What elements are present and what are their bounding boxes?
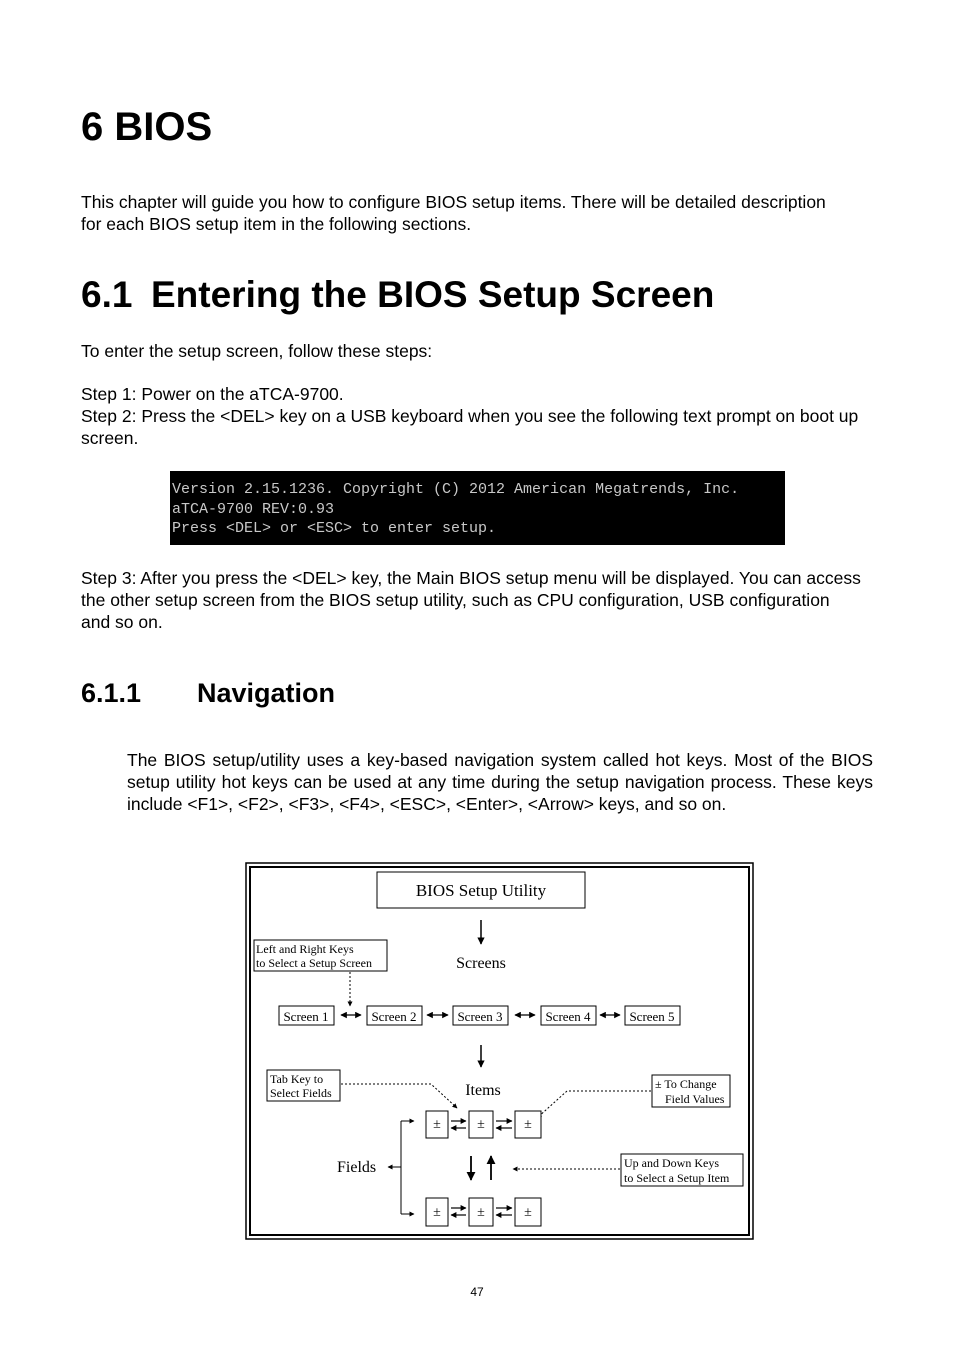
tab-key-line-1: Tab Key to [270,1072,324,1086]
up-down-keys-line-2: to Select a Setup Item [624,1171,730,1185]
field-symbol: ± [524,1117,532,1132]
diagram-title: BIOS Setup Utility [415,881,547,900]
left-right-keys-line-1: Left and Right Keys [256,942,354,956]
left-right-keys-line-2: to Select a Setup Screen [256,956,372,970]
boot-console-prompt [170,471,785,545]
fields-row-top [426,1111,541,1138]
intro-paragraph: This chapter will guide you how to configure BIOS setup items. There will be detailed description for each BIOS setup item in the following sections. [81,192,826,234]
screen-1-label: Screen 1 [283,1009,329,1024]
screens-label: Screens [456,955,506,972]
field-symbol: ± [524,1205,532,1220]
step-2: Step 2: Press the <DEL> key on a USB keyboard when you see the following text prompt on boot up screen. [81,406,859,448]
page-number: 47 [470,1285,484,1299]
navigation-paragraph: The BIOS setup/utility uses a key-based navigation system called hot keys. Most of the BIOS setup utility hot keys can be used at any time during the setup navigation process. These keys include <F1>, <F2>, <F3>, <F4>, <ESC>, <Enter>, <Arrow> keys, and so on. [127,750,873,814]
navigation-diagram [245,862,754,1240]
console-line-2: aTCA-9700 REV:0.93 [172,500,335,518]
tab-key-line-2: Select Fields [270,1086,332,1100]
section-title: Entering the BIOS Setup Screen [151,274,715,315]
step-3: Step 3: After you press the <DEL> key, the Main BIOS setup menu will be displayed. You can access the other setup screen from the BIOS setup utility, such as CPU configuration, USB configuration and so on. [81,568,861,632]
items-label: Items [465,1082,501,1099]
screen-4-label: Screen 4 [545,1009,591,1024]
screen-3-label: Screen 3 [457,1009,503,1024]
field-symbol: ± [477,1205,485,1220]
console-line-3: Press <DEL> or <ESC> to enter setup. [172,520,497,537]
up-down-keys-line-1: Up and Down Keys [624,1156,719,1170]
chapter-heading [81,103,212,151]
screen-2-label: Screen 2 [371,1009,417,1024]
fields-row-bottom [426,1198,541,1226]
step-1: Step 1: Power on the aTCA-9700. [81,384,344,404]
field-symbol: ± [477,1117,485,1132]
change-values-line-2: Field Values [665,1092,725,1106]
section-heading [81,272,714,318]
subsection-title: Navigation [197,678,336,708]
change-values-line-1: ± To Change [655,1077,717,1091]
field-symbol: ± [433,1205,441,1220]
screen-5-label: Screen 5 [629,1009,675,1024]
steps-intro: To enter the setup screen, follow these steps: [81,341,433,361]
subsection-number: 6.1.1 [81,678,142,708]
section-number: 6.1 [81,274,133,315]
fields-label: Fields [337,1159,377,1176]
chapter-title: BIOS [114,105,213,149]
console-line-1: Version 2.15.1236. Copyright (C) 2012 American Megatrends, Inc. [172,481,740,498]
chapter-number: 6 [81,105,104,149]
subsection-heading [81,676,335,710]
field-symbol: ± [433,1117,441,1132]
